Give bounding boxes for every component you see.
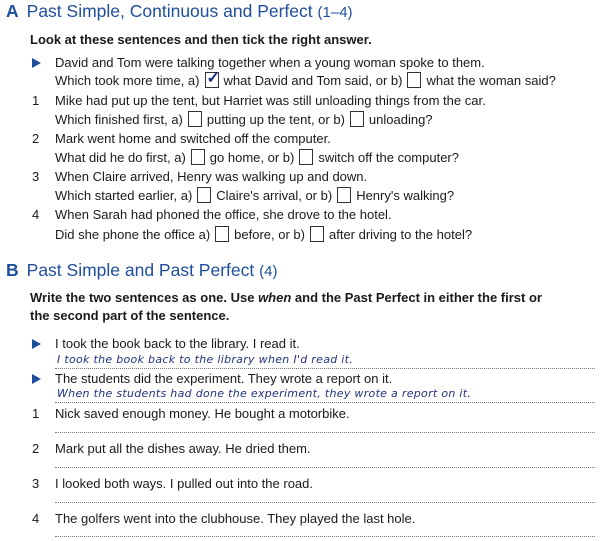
- a-item-sentence: Mike had put up the tent, but Harriet was still unloading things from the car.: [55, 93, 486, 108]
- instruction-text: and the Past Perfect in either the first or: [291, 290, 542, 305]
- question-text: Which started earlier, a): [55, 187, 193, 203]
- question-text: What did he do first, a): [55, 149, 186, 165]
- checkbox-a-checked[interactable]: [205, 72, 219, 88]
- answer-line[interactable]: [55, 536, 595, 537]
- question-text: Which finished first, a): [55, 111, 183, 127]
- example-arrow-icon: [32, 58, 41, 68]
- a-example-sentence: David and Tom were talking together when a young woman spoke to them.: [55, 55, 485, 70]
- instruction-text: Write the two sentences as one. Use: [30, 290, 259, 305]
- b-item-number: 2: [32, 441, 40, 456]
- section-b-title: [6, 260, 277, 281]
- section-b-instruction: [30, 288, 542, 307]
- a-item-sentence: Mark went home and switched off the computer.: [55, 131, 331, 146]
- b-example-answer: When the students had done the experiment, they wrote a report on it.: [57, 387, 472, 400]
- checkbox-a[interactable]: [215, 226, 229, 242]
- a-item-question: [55, 226, 472, 242]
- tick-icon: ✓: [206, 70, 220, 87]
- checkbox-b[interactable]: [350, 111, 364, 127]
- question-text: Which took more time, a): [55, 72, 200, 88]
- section-b-instruction-line2: the second part of the sentence.: [30, 308, 230, 323]
- option-a-text: putting up the tent, or b): [206, 111, 345, 127]
- answer-line[interactable]: [55, 467, 595, 468]
- option-b-text: Henry's walking?: [356, 187, 455, 203]
- a-item-sentence: When Claire arrived, Henry was walking up and down.: [55, 169, 368, 184]
- instruction-emphasis: when: [258, 290, 292, 305]
- example-arrow-icon: [32, 339, 41, 349]
- b-item-number: 1: [32, 406, 40, 421]
- checkbox-a[interactable]: [188, 111, 202, 127]
- section-a-range: (1–4): [317, 4, 353, 21]
- a-item-number: 3: [32, 169, 40, 184]
- b-item-sentence: Mark put all the dishes away. He dried them.: [55, 441, 311, 456]
- section-a-heading: Past Simple, Continuous and Perfect: [26, 1, 313, 21]
- b-item-sentence: I looked both ways. I pulled out into the road.: [55, 476, 314, 491]
- a-item-number: 2: [32, 131, 40, 146]
- checkbox-b[interactable]: [407, 72, 421, 88]
- b-example-sentence: I took the book back to the library. I read it.: [55, 336, 300, 351]
- section-a-title: [6, 1, 353, 22]
- b-item-sentence: Nick saved enough money. He bought a motorbike.: [55, 406, 350, 421]
- checkbox-a[interactable]: [191, 149, 205, 165]
- checkbox-b[interactable]: [299, 149, 313, 165]
- a-item-question: [55, 111, 433, 127]
- b-example-sentence: The students did the experiment. They wrote a report on it.: [55, 371, 393, 386]
- option-b-text: after driving to the hotel?: [328, 226, 473, 242]
- section-a-letter: A: [6, 1, 19, 21]
- section-b-range: (4): [259, 263, 278, 280]
- b-example-answer: I took the book back to the library when I'd read it.: [57, 353, 354, 366]
- a-item-question: [55, 149, 459, 165]
- section-b-heading: Past Simple and Past Perfect: [26, 260, 255, 280]
- a-item-number: 1: [32, 93, 40, 108]
- a-item-number: 4: [32, 207, 40, 222]
- checkbox-b[interactable]: [310, 226, 324, 242]
- option-a-text: Claire's arrival, or b): [216, 187, 333, 203]
- option-b-text: what the woman said?: [426, 72, 556, 88]
- checkbox-a[interactable]: [197, 187, 211, 203]
- a-item-question: [55, 187, 454, 203]
- option-a-text: go home, or b): [209, 149, 295, 165]
- question-text: Did she phone the office a): [55, 226, 211, 242]
- b-item-number: 4: [32, 511, 40, 526]
- checkbox-b[interactable]: [337, 187, 351, 203]
- answer-line[interactable]: [55, 502, 595, 503]
- option-b-text: unloading?: [368, 111, 433, 127]
- answer-line: [55, 402, 595, 403]
- example-arrow-icon: [32, 374, 41, 384]
- a-example-question: [55, 72, 556, 88]
- option-a-text: what David and Tom said, or b): [223, 72, 403, 88]
- a-item-sentence: When Sarah had phoned the office, she drove to the hotel.: [55, 207, 392, 222]
- answer-line: [55, 368, 595, 369]
- option-b-text: switch off the computer?: [318, 149, 459, 165]
- section-b-letter: B: [6, 260, 19, 280]
- b-item-number: 3: [32, 476, 40, 491]
- b-item-sentence: The golfers went into the clubhouse. They played the last hole.: [55, 511, 416, 526]
- section-a-instruction: Look at these sentences and then tick the right answer.: [30, 32, 372, 47]
- answer-line[interactable]: [55, 432, 595, 433]
- option-a-text: before, or b): [234, 226, 305, 242]
